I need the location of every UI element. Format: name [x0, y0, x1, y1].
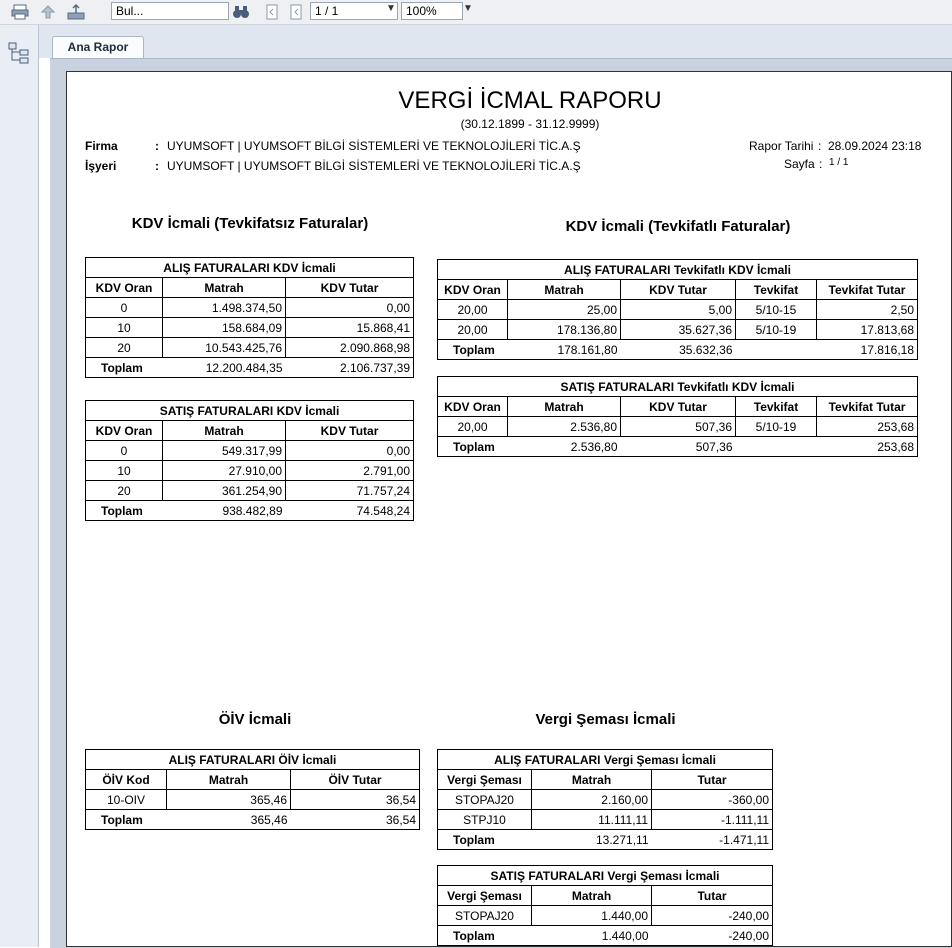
header-matrah: Matrah: [508, 397, 621, 417]
cell: 20: [86, 338, 163, 358]
total-matrah: 13.271,11: [532, 830, 652, 850]
cell: 2.791,00: [286, 461, 414, 481]
cell: 1.440,00: [532, 906, 652, 926]
cell: 15.868,41: [286, 318, 414, 338]
cell: 365,46: [167, 790, 291, 810]
header-kdv-oran: KDV Oran: [438, 280, 508, 300]
header-tutar: Tutar: [652, 886, 773, 906]
table-alis-tevkifatli: [437, 259, 918, 360]
cell: 17.813,68: [817, 320, 918, 340]
section-oiv: ÖİV İcmali: [218, 711, 292, 728]
prev-page-icon[interactable]: [286, 2, 306, 22]
table-satis-kdv: [85, 400, 414, 521]
cell: 2,50: [817, 300, 918, 320]
total-matrah: 178.161,80: [508, 340, 621, 360]
total-row: [438, 437, 918, 457]
cell: 20,00: [438, 417, 508, 437]
cell: 0,00: [286, 298, 414, 318]
cell: 10: [86, 318, 163, 338]
section-kdv-tevkifatsiz: KDV İcmali (Tevkifatsız Faturalar): [131, 215, 369, 232]
table-caption: ALIŞ FATURALARI Tevkifatlı KDV İcmali: [438, 260, 918, 280]
header-vergi-semasi: Vergi Şeması: [438, 770, 532, 790]
table-row: [438, 810, 773, 830]
header-tevkifat-tutar: Tevkifat Tutar: [817, 280, 918, 300]
total-matrah: 2.536,80: [508, 437, 621, 457]
header-tevkifat: Tevkifat: [736, 280, 817, 300]
header-matrah: Matrah: [508, 280, 621, 300]
total-label: Toplam: [438, 830, 532, 850]
total-label: Toplam: [438, 437, 508, 457]
total-label: Toplam: [438, 340, 508, 360]
total-label: Toplam: [86, 810, 167, 830]
header-oiv-tutar: ÖİV Tutar: [291, 770, 420, 790]
total-kdv-tutar: 2.106.737,39: [286, 358, 414, 378]
table-row: [86, 481, 414, 501]
total-tevkifat: [736, 437, 817, 457]
sayfa-label: Sayfa: [784, 157, 815, 171]
export-icon[interactable]: [66, 2, 86, 22]
total-tutar: -1.471,11: [652, 830, 773, 850]
cell: 27.910,00: [163, 461, 286, 481]
cell: 25,00: [508, 300, 621, 320]
table-row: [438, 417, 918, 437]
cell: 361.254,90: [163, 481, 286, 501]
cell: -1.111,11: [652, 810, 773, 830]
cell: 36,54: [291, 790, 420, 810]
total-tutar: -240,00: [652, 926, 773, 946]
cell: 5/10-19: [736, 417, 817, 437]
total-label: Toplam: [86, 358, 163, 378]
table-row: [86, 441, 414, 461]
rapor-tarihi-value: 28.09.2024 23:18: [828, 139, 922, 153]
header-tevkifat-tutar: Tevkifat Tutar: [817, 397, 918, 417]
header-matrah: Matrah: [163, 421, 286, 441]
header-kdv-tutar: KDV Tutar: [621, 280, 736, 300]
cell: 20,00: [438, 320, 508, 340]
isyeri-label: İşyeri: [85, 159, 117, 173]
cell: 20: [86, 481, 163, 501]
total-oiv-tutar: 36,54: [291, 810, 420, 830]
page-dropdown-icon[interactable]: ▼: [386, 3, 396, 14]
cell: -360,00: [652, 790, 773, 810]
section-vergi-semasi: Vergi Şeması İcmali: [535, 711, 676, 728]
report-date-range: (30.12.1899 - 31.12.9999): [460, 117, 600, 131]
cell: 178.136,80: [508, 320, 621, 340]
table-row: [86, 298, 414, 318]
zoom-select[interactable]: 100%: [401, 2, 463, 20]
header-matrah: Matrah: [163, 278, 286, 298]
header-matrah: Matrah: [532, 770, 652, 790]
cell: 1.498.374,50: [163, 298, 286, 318]
table-row: [86, 461, 414, 481]
total-row: [438, 926, 773, 946]
cell: 2.536,80: [508, 417, 621, 437]
isyeri-value: UYUMSOFT | UYUMSOFT BİLGİ SİSTEMLERİ VE TEKNOLOJİLERİ TİC.A.Ş: [167, 159, 581, 173]
binoculars-icon[interactable]: [231, 2, 251, 22]
toolbar: [0, 0, 952, 25]
cell: 10: [86, 461, 163, 481]
cell: STOPAJ20: [438, 790, 532, 810]
total-row: [86, 358, 414, 378]
table-satis-tevkifatli: [437, 376, 918, 457]
header-matrah: Matrah: [532, 886, 652, 906]
table-satis-vergi-semasi: [437, 865, 773, 946]
sayfa-value: 1 / 1: [829, 157, 849, 168]
cell: 253,68: [817, 417, 918, 437]
cell: 10-OIV: [86, 790, 167, 810]
total-row: [86, 501, 414, 521]
cell: 5/10-19: [736, 320, 817, 340]
firma-label: Firma: [85, 139, 118, 153]
cell: 507,36: [621, 417, 736, 437]
sayfa-colon: :: [819, 157, 823, 171]
cell: 35.627,36: [621, 320, 736, 340]
table-caption: SATIŞ FATURALARI KDV İcmali: [86, 401, 414, 421]
cell: 0: [86, 441, 163, 461]
table-caption: ALIŞ FATURALARI KDV İcmali: [86, 258, 414, 278]
cell: 11.111,11: [532, 810, 652, 830]
total-row: [438, 830, 773, 850]
header-kdv-tutar: KDV Tutar: [286, 421, 414, 441]
table-alis-kdv: [85, 257, 414, 378]
page-select[interactable]: 1 / 1: [310, 2, 398, 20]
total-matrah: 1.440,00: [532, 926, 652, 946]
table-row: [86, 790, 420, 810]
header-oiv-kod: ÖİV Kod: [86, 770, 167, 790]
header-tevkifat: Tevkifat: [736, 397, 817, 417]
total-label: Toplam: [438, 926, 532, 946]
header-kdv-tutar: KDV Tutar: [621, 397, 736, 417]
cell: 2.090.868,98: [286, 338, 414, 358]
rapor-tarihi-colon: :: [818, 139, 822, 153]
cell: 20,00: [438, 300, 508, 320]
header-tutar: Tutar: [652, 770, 773, 790]
tab-ana-rapor[interactable]: Ana Rapor: [52, 36, 144, 58]
up-arrow-icon[interactable]: [38, 2, 58, 22]
total-kdv-tutar: 35.632,36: [621, 340, 736, 360]
table-row: [438, 790, 773, 810]
table-alis-oiv: [85, 749, 420, 830]
table-caption: SATIŞ FATURALARI Tevkifatlı KDV İcmali: [438, 377, 918, 397]
cell: 2.160,00: [532, 790, 652, 810]
total-row: [438, 340, 918, 360]
zoom-dropdown-icon[interactable]: ▼: [463, 3, 473, 14]
cell: 5/10-15: [736, 300, 817, 320]
report-title: VERGİ İCMAL RAPORU: [398, 87, 662, 114]
table-row: [438, 906, 773, 926]
search-input[interactable]: Bul...: [111, 2, 229, 20]
firma-value: UYUMSOFT | UYUMSOFT BİLGİ SİSTEMLERİ VE TEKNOLOJİLERİ TİC.A.Ş: [167, 139, 581, 153]
table-caption: ALIŞ FATURALARI Vergi Şeması İcmali: [438, 750, 773, 770]
header-matrah: Matrah: [167, 770, 291, 790]
total-tevkifat-tutar: 17.816,18: [817, 340, 918, 360]
header-kdv-oran: KDV Oran: [86, 421, 163, 441]
table-row: [438, 300, 918, 320]
first-page-icon[interactable]: [262, 2, 282, 22]
cell: STOPAJ20: [438, 906, 532, 926]
table-row: [438, 320, 918, 340]
total-label: Toplam: [86, 501, 163, 521]
total-matrah: 365,46: [167, 810, 291, 830]
header-kdv-oran: KDV Oran: [86, 278, 163, 298]
isyeri-colon: :: [155, 159, 159, 173]
cell: STPJ10: [438, 810, 532, 830]
cell: 0: [86, 298, 163, 318]
table-caption: SATIŞ FATURALARI Vergi Şeması İcmali: [438, 866, 773, 886]
total-tevkifat: [736, 340, 817, 360]
total-matrah: 938.482,89: [163, 501, 286, 521]
table-caption: ALIŞ FATURALARI ÖİV İcmali: [86, 750, 420, 770]
print-icon[interactable]: [10, 2, 30, 22]
total-matrah: 12.200.484,35: [163, 358, 286, 378]
cell: -240,00: [652, 906, 773, 926]
header-kdv-oran: KDV Oran: [438, 397, 508, 417]
rapor-tarihi-label: Rapor Tarihi: [749, 139, 814, 153]
cell: 0,00: [286, 441, 414, 461]
document-map-icon[interactable]: [8, 42, 28, 62]
header-kdv-tutar: KDV Tutar: [286, 278, 414, 298]
header-vergi-semasi: Vergi Şeması: [438, 886, 532, 906]
cell: 71.757,24: [286, 481, 414, 501]
cell: 158.684,09: [163, 318, 286, 338]
total-kdv-tutar: 74.548,24: [286, 501, 414, 521]
cell: 10.543.425,76: [163, 338, 286, 358]
total-kdv-tutar: 507,36: [621, 437, 736, 457]
tab-bar: [39, 25, 952, 58]
cell: 549.317,99: [163, 441, 286, 461]
table-row: [86, 318, 414, 338]
table-alis-vergi-semasi: [437, 749, 773, 850]
left-panel: [0, 25, 39, 947]
section-kdv-tevkifatli: KDV İcmali (Tevkifatlı Faturalar): [565, 218, 791, 235]
cell: 5,00: [621, 300, 736, 320]
total-row: [86, 810, 420, 830]
table-row: [86, 338, 414, 358]
firma-colon: :: [155, 139, 159, 153]
total-tevkifat-tutar: 253,68: [817, 437, 918, 457]
